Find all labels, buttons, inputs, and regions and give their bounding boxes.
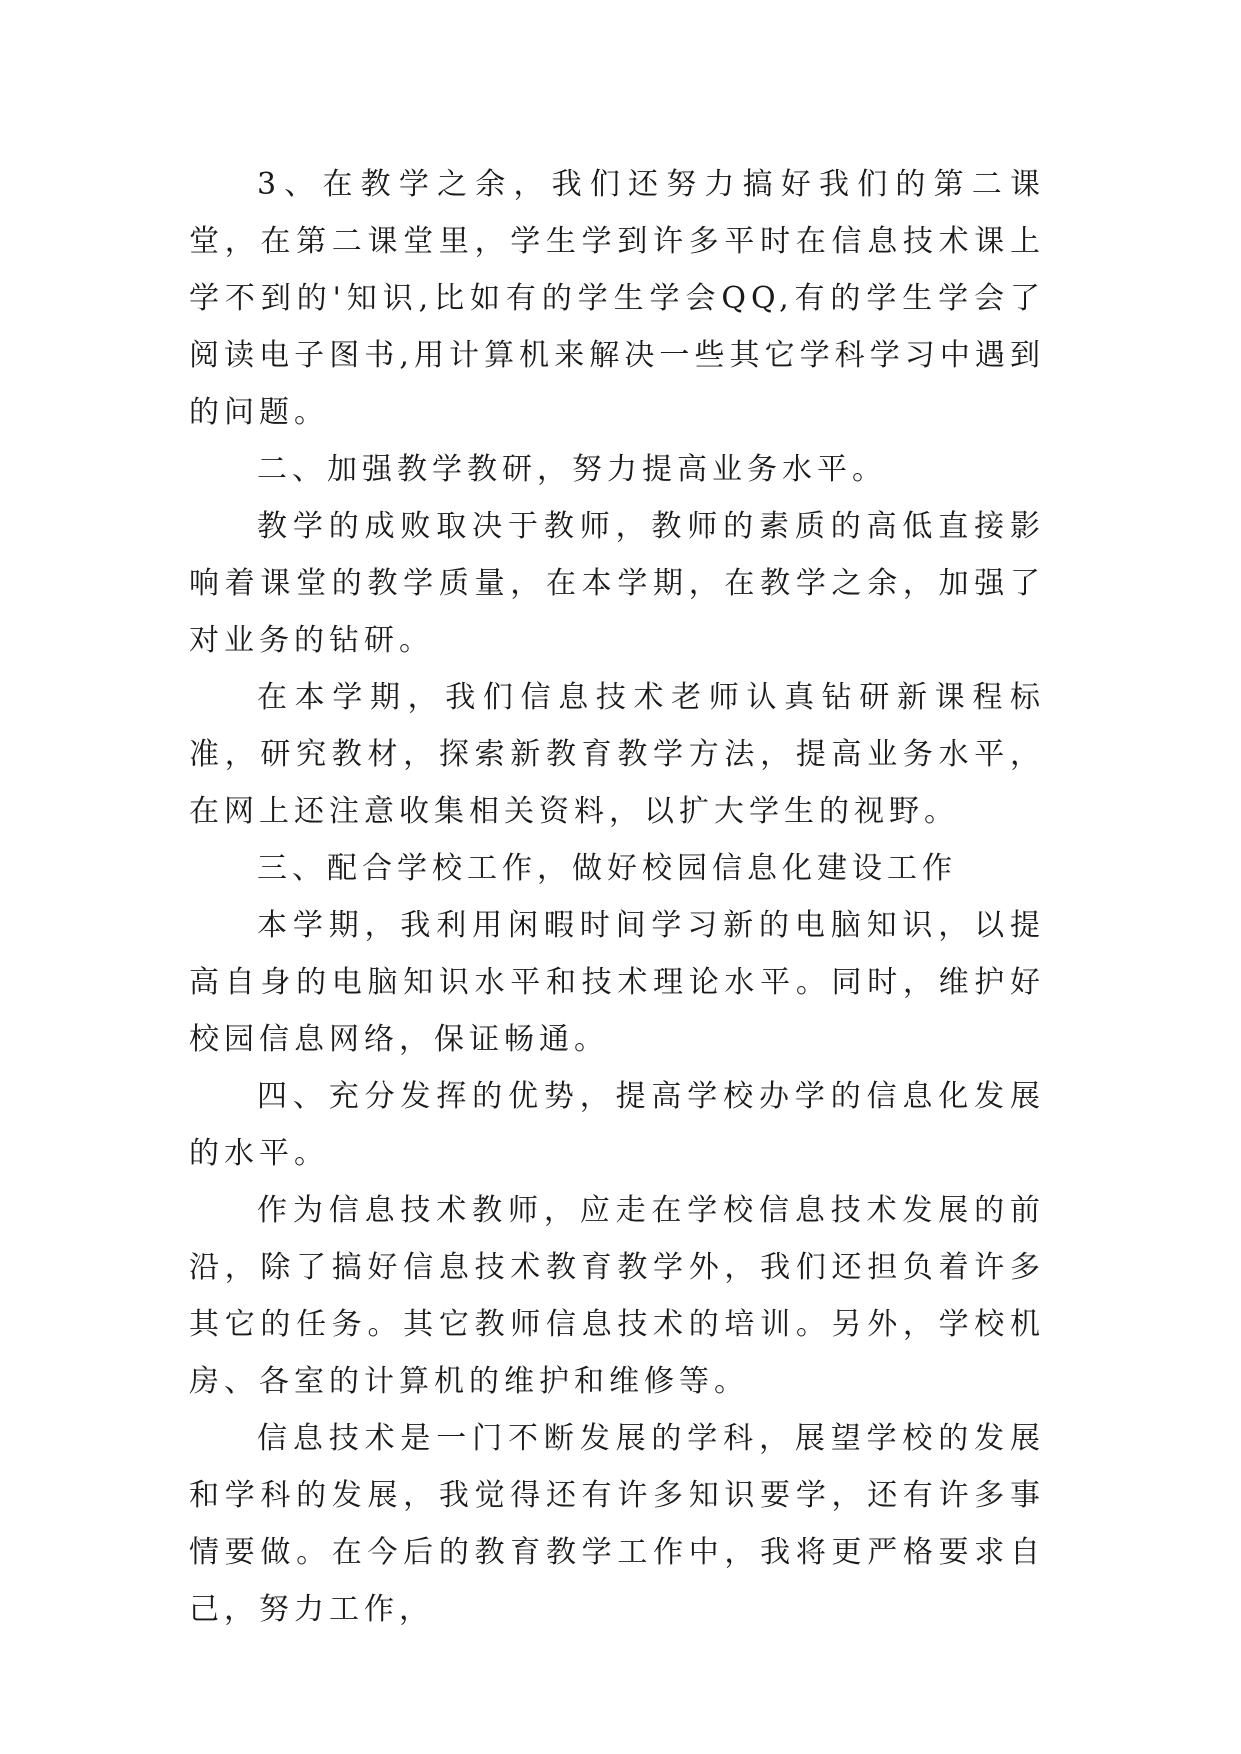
paragraph-teacher-quality: 教学的成败取决于教师，教师的素质的高低直接影响着课堂的教学质量，在本学期，在教学之余，加强了对业务的钻研。 [189,509,1045,658]
heading-section-three: 三、配合学校工作，做好校园信息化建设工作 [257,851,957,886]
paragraph-curriculum-study: 在本学期，我们信息技术老师认真钻研新课程标准，研究教材，探索新教育教学方法，提高业务水平，在网上还注意收集相关资料，以扩大学生的视野。 [189,680,1045,829]
paragraph-it-teacher-duties: 作为信息技术教师，应走在学校信息技术发展的前沿，除了搞好信息技术教育教学外，我们还担负着许多其它的任务。其它教师信息技术的培训。另外，学校机房、各室的计算机的维护和维修等。 [189,1193,1045,1399]
paragraph-second-classroom: 3、在教学之余，我们还努力搞好我们的第二课堂，在第二课堂里，学生学到许多平时在信息技术课上学不到的'知识,比如有的学生学会QQ,有的学生学会了阅读电子图书,用计算机来解决一些其它学科学习中遇到的问题。 [189,167,1045,430]
document-body [189,156,1045,1638]
paragraph-network-maintenance: 本学期，我利用闲暇时间学习新的电脑知识，以提高自身的电脑知识水平和技术理论水平。同时，维护好校园信息网络，保证畅通。 [189,908,1045,1057]
paragraph-outlook: 信息技术是一门不断发展的学科，展望学校的发展和学科的发展，我觉得还有许多知识要学，还有许多事情要做。在今后的教育教学工作中，我将更严格要求自己，努力工作， [189,1421,1045,1627]
heading-section-four: 四、充分发挥的优势，提高学校办学的信息化发展的水平。 [189,1079,1045,1171]
heading-section-two: 二、加强教学教研，努力提高业务水平。 [257,452,887,487]
